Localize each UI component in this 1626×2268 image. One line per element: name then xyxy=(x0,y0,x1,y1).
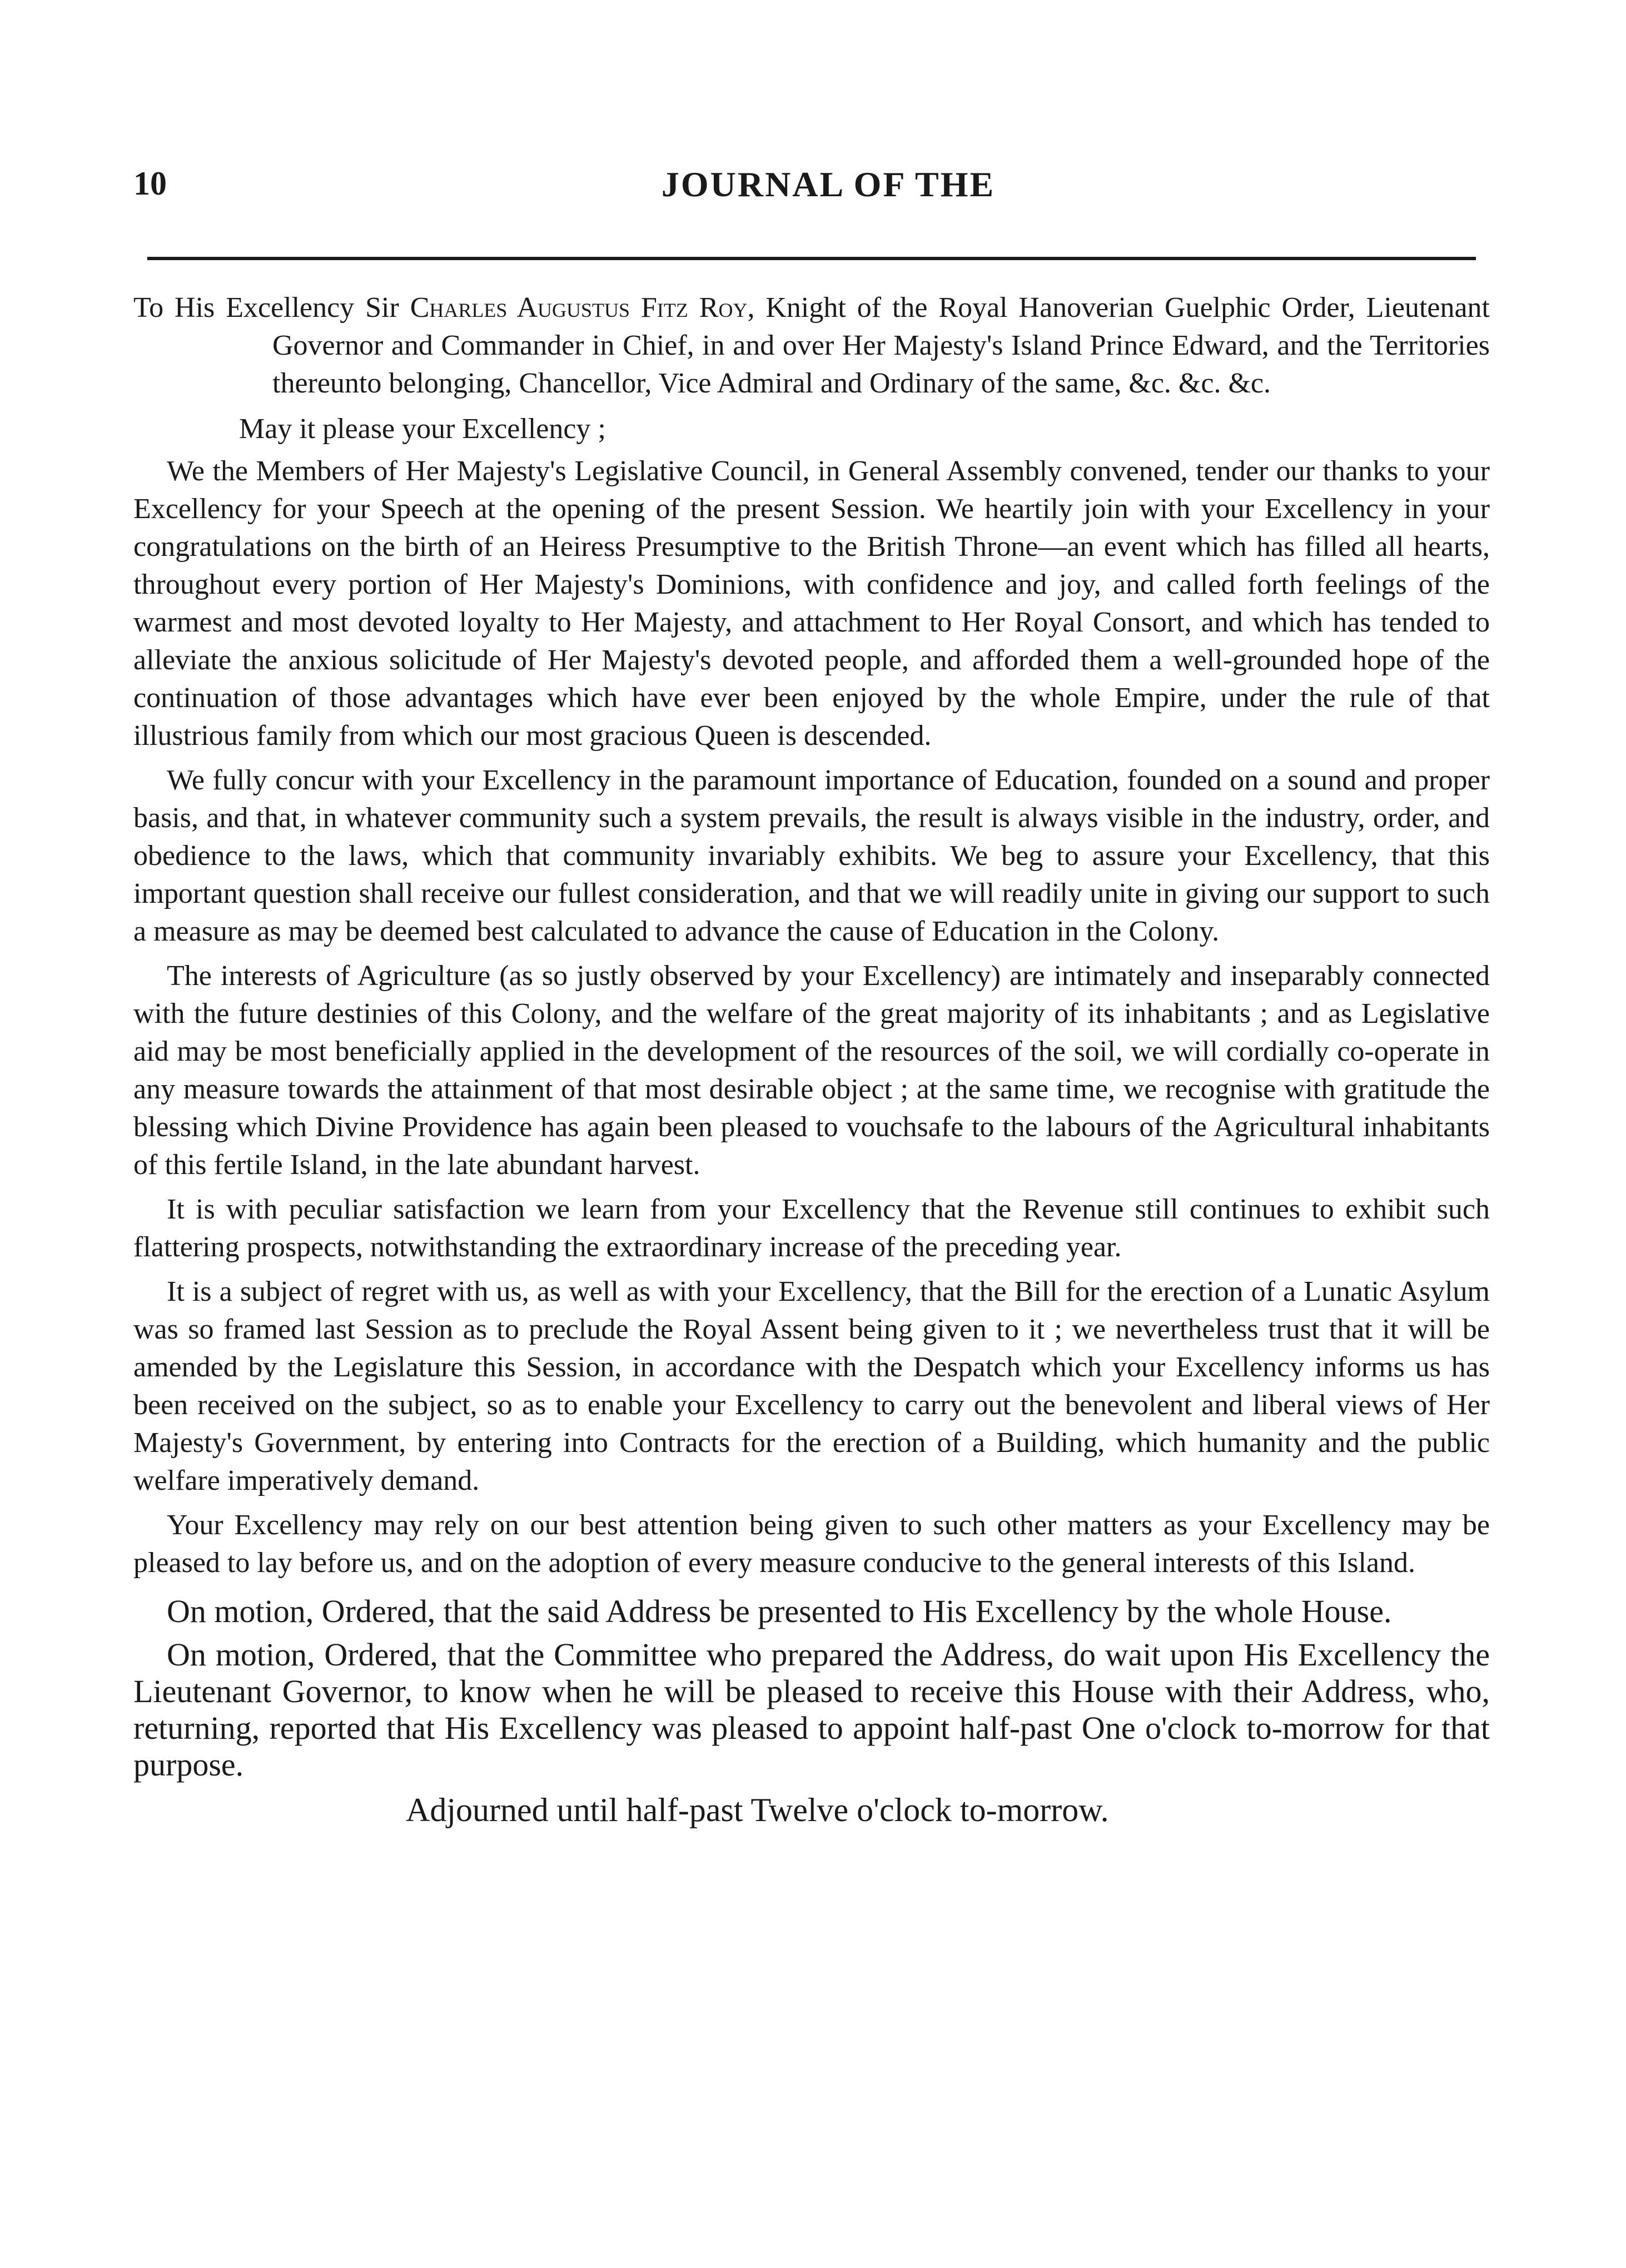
paragraph-closing: Your Excellency may rely on our best attention being given to such other matters as your Excellency may be pleased to lay before us, and on the adoption of every measure conducive to the general interests of this Island. xyxy=(133,1509,1490,1579)
paragraph-revenue: It is with peculiar satisfaction we learn from your Excellency that the Revenue still continues to exhibit such flattering prospects, notwithstanding the extraordinary increase of the preceding year. xyxy=(133,1193,1490,1263)
paragraph-education: We fully concur with your Excellency in the paramount importance of Education, founded on a sound and proper basis, and that, in whatever community such a system prevails, the result is always visible in the industry, order, and obedience to the laws, which that community invariably exhibits. We beg to assure your Excellency, that this important question shall receive our fullest consideration, and that we will readily unite in giving our support to such a measure as may be deemed best calculated to advance the cause of Education in the Colony. xyxy=(133,764,1490,947)
header-rule xyxy=(147,257,1476,260)
running-head: JOURNAL OF THE xyxy=(661,165,996,204)
address-heading xyxy=(133,289,1490,402)
adjournment: Adjourned until half-past Twelve o'clock to-morrow. xyxy=(406,1792,1109,1828)
paragraph-agriculture: The interests of Agriculture (as so justly observed by your Excellency) are intimately and inseparably connected with the future destinies of this Colony, and the welfare of the great majority of its inhabitants ; and as Legislative aid may be most beneficially applied in the development of the resources of the soil, we will cordially co-operate in any measure towards the attainment of that most desirable object ; at the same time, we recognise with gratitude the blessing which Divine Providence has again been pleased to vouchsafe to the labours of the Agricultural inhabitants of this fertile Island, in the late abundant harvest. xyxy=(133,960,1490,1181)
address-to: To His Excellency Sir xyxy=(133,292,410,324)
page-body xyxy=(133,289,1490,1830)
page-number: 10 xyxy=(133,165,167,202)
paragraph-lunatic-asylum: It is a subject of regret with us, as well as with your Excellency, that the Bill for the erection of a Lunatic Asylum was so framed last Session as to preclude the Royal Assent being given to it ; we nevertheless trust that it will be amended by the Legislature this Session, in accordance with the Despatch which your Excellency informs us has been received on the subject, so as to enable your Excellency to carry out the benevolent and liberal views of Her Majesty's Government, by entering into Contracts for the erection of a Building, which humanity and the public welfare imperatively demand. xyxy=(133,1276,1490,1496)
governor-titles: , Knight of the Royal Hanoverian Guelphic Order, Lieutenant Governor and Commander in Chief, in and over Her Majesty's Island Prince Edward, and the Territories thereunto belonging, Chancellor, Vice Admiral and Ordinary of the same, &c. &c. &c. xyxy=(272,292,1490,399)
governor-name: Charles Augustus Fitz Roy xyxy=(410,292,748,324)
minute-committee: On motion, Ordered, that the Committee who prepared the Address, do wait upon His Excellency the Lieutenant Governor, to know when he will be pleased to receive this House with their Address, who, returning, reported that His Excellency was pleased to appoint half-past One o'clock to-morrow for that purpose. xyxy=(133,1637,1490,1783)
paragraph-reply-to-speech: We the Members of Her Majesty's Legislative Council, in General Assembly convened, tender our thanks to your Excellency for your Speech at the opening of the present Session. We heartily join with your Excellency in your congratulations on the birth of an Heiress Presumptive to the British Throne—an event which has filled all hearts, throughout every portion of Her Majesty's Dominions, with confidence and joy, and called forth feelings of the warmest and most devoted loyalty to Her Majesty, and attachment to Her Royal Consort, and which has tended to alleviate the anxious solicitude of Her Majesty's devoted people, and afforded them a well-grounded hope of the continuation of those advantages which have ever been enjoyed by the whole Empire, under the rule of that illustrious family from which our most gracious Queen is descended. xyxy=(133,455,1490,752)
salutation: May it please your Excellency ; xyxy=(239,413,606,445)
minute-present-address: On motion, Ordered, that the said Address be presented to His Excellency by the whole House. xyxy=(167,1593,1392,1629)
